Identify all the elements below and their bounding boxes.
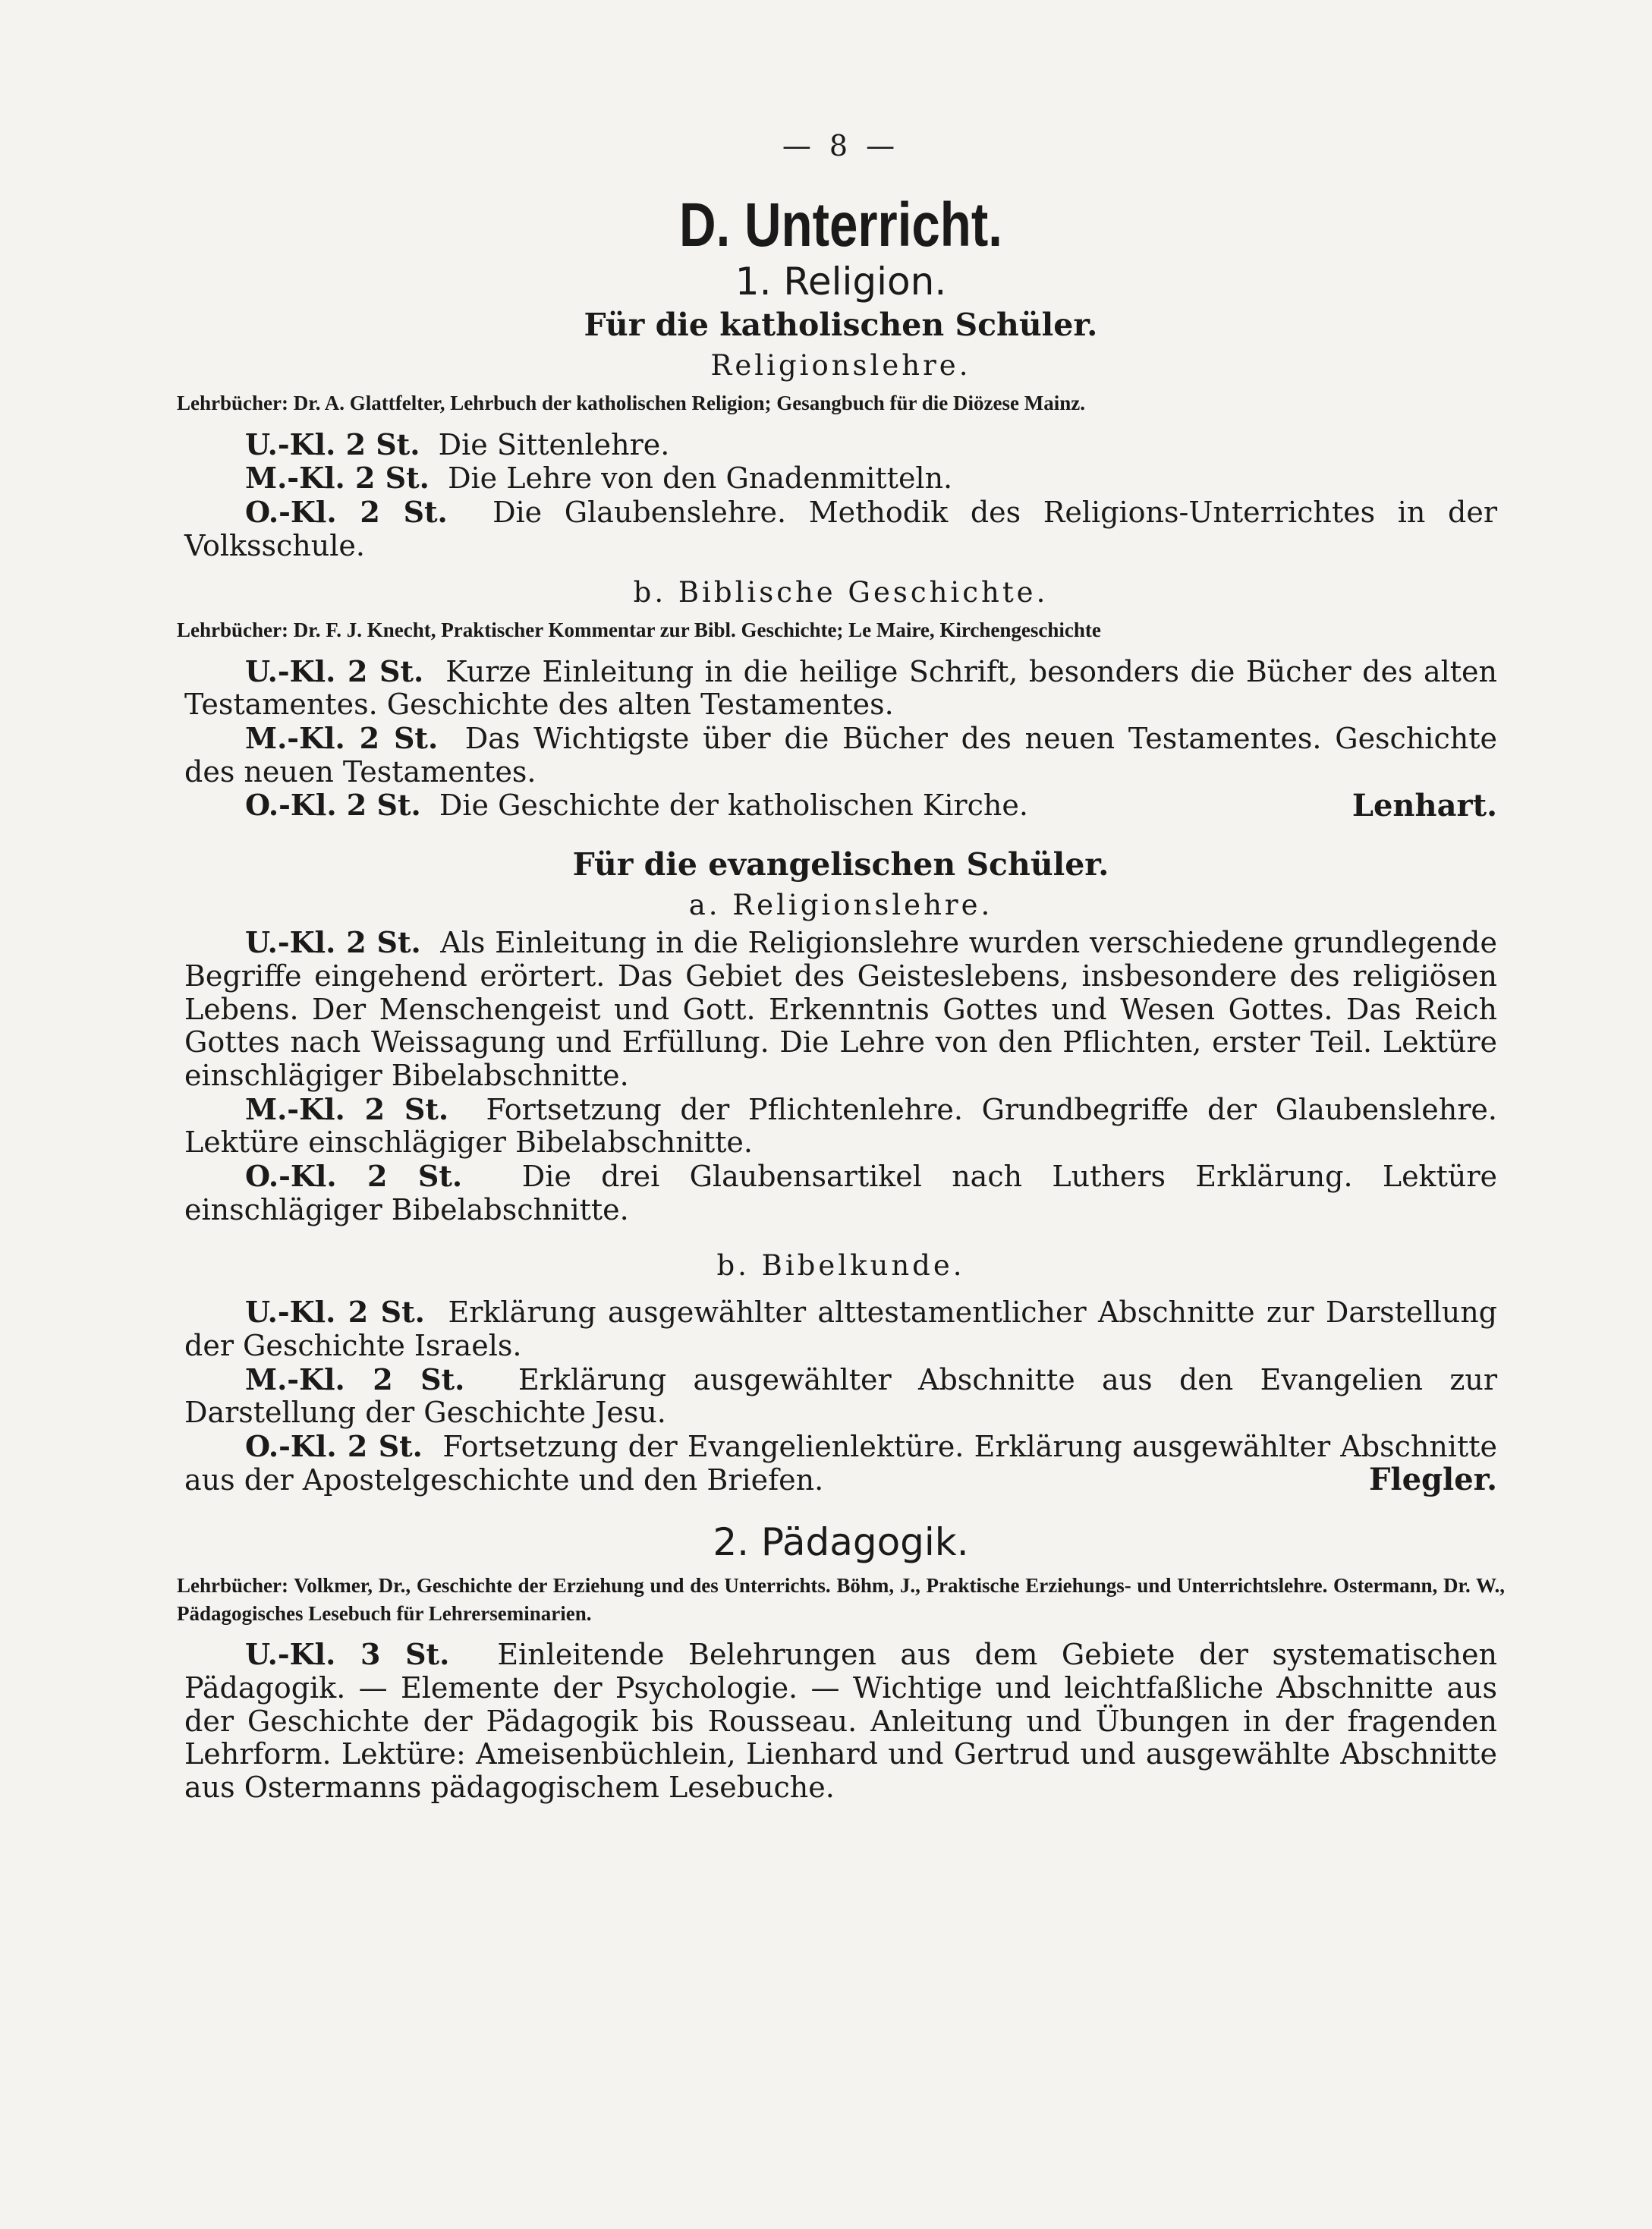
class-label: U.-Kl. 2 St. [245,427,420,461]
class-label: U.-Kl. 2 St. [245,1295,425,1330]
course-text: Einleitende Belehrungen aus dem Gebiete der systematischen Pädagogik. — Elemente der Psychologie. — Wichtige und leichtfaßliche Abschnitte aus der Geschichte der Pädagogik bis Rousseau. Anleitung und Übungen in der fragenden Lehrform. Lektüre: Ameisenbüchlein, Lienhard und Gertrud und ausgewählte Abschnitte aus Ostermanns pädagogischem Lesebuche. [184,1638,1497,1805]
course-entry [184,428,1497,462]
course-text: Als Einleitung in die Religionslehre wurden verschiedene grundlegende Begriffe eingehend erörtert. Das Gebiet des Geisteslebens, insbesondere des religiösen Lebens. Der Menschengeist und Gott. Erkenntnis Gottes und Wesen Gottes. Das Reich Gottes nach Weissagung und Erfüllung. Die Lehre von den Pflichten, erster Teil. Lektüre einschlägiger Bibelabschnitte. [184,926,1498,1092]
course-entry [184,655,1497,722]
course-text: Die Glaubenslehre. Methodik des Religions-Unterrichtes in der Volksschule. [184,495,1497,562]
course-entry [184,926,1497,1092]
chapter-title: D. Unterricht. [679,190,1002,260]
class-label: M.-Kl. 2 St. [245,721,439,756]
course-entry [184,496,1497,562]
catholic-textbooks-b: Lehrbücher: Dr. F. J. Knecht, Praktischer Kommentar zur Bibl. Geschichte; Le Maire, Kirchengeschichte [177,619,1101,642]
evangelical-subheading-a: a. Religionslehre. [688,889,993,922]
course-entry [184,1363,1497,1430]
class-label: U.-Kl. 3 St. [245,1637,450,1672]
class-label: O.-Kl. 2 St. [245,1429,423,1464]
course-text: Fortsetzung der Evangelienlektüre. Erklärung ausgewählter Abschnitte aus der Apostelgeschichte und den Briefen. [184,1430,1497,1497]
course-text: Die drei Glaubensartikel nach Luthers Erklärung. Lektüre einschlägiger Bibelabschnitte. [184,1159,1497,1226]
signature-evangelical: Flegler. [1369,1462,1497,1498]
course-text: Erklärung ausgewählter alttestamentlicher Abschnitte zur Darstellung der Geschichte Israels. [184,1296,1497,1363]
course-text: Kurze Einleitung in die heilige Schrift, besonders die Bücher des alten Testamentes. Geschichte des alten Testamentes. [184,654,1497,722]
class-label: M.-Kl. 2 St. [245,461,430,496]
course-text: Die Lehre von den Gnadenmitteln. [448,461,953,496]
signature-catholic: Lenhart. [1351,788,1497,824]
page-number: — 8 — [782,129,900,162]
catholic-heading: Für die katholischen Schüler. [584,307,1098,344]
class-label: U.-Kl. 2 St. [245,925,421,960]
course-entry [184,1093,1497,1160]
catholic-textbooks-a: Lehrbücher: Dr. A. Glattfelter, Lehrbuch der katholischen Religion; Gesangbuch für die Diözese Mainz. [177,392,1085,415]
class-label: O.-Kl. 2 St. [245,788,421,823]
catholic-subheading-a: Religionslehre. [710,349,971,383]
class-label: M.-Kl. 2 St. [245,1091,449,1126]
catholic-subheading-b: b. Biblische Geschichte. [633,576,1049,609]
course-entry [184,1638,1497,1804]
course-entry [184,1296,1497,1362]
course-text: Das Wichtigste über die Bücher des neuen Testamentes. Geschichte des neuen Testamentes. [184,722,1497,789]
evangelical-subheading-b: b. Bibelkunde. [716,1249,965,1283]
class-label: O.-Kl. 2 St. [245,1158,463,1193]
paedagogik-textbooks: Lehrbücher: Volkmer, Dr., Geschichte der Erziehung und des Unterrichts. Böhm, J., Praktische Erziehungs- und Unterrichtslehre. Ostermann, Dr. W., Pädagogisches Lesebuch für Lehrerseminarien. [177,1574,1505,1625]
document-page [177,129,1505,1805]
course-text: Erklärung ausgewählter Abschnitte aus den Evangelien zur Darstellung der Geschichte Jesu. [184,1362,1497,1430]
class-label: M.-Kl. 2 St. [245,1362,465,1396]
class-label: U.-Kl. 2 St. [245,653,424,688]
section-title-paedagogik: 2. Pädagogik. [713,1520,969,1565]
evangelical-heading: Für die evangelischen Schüler. [572,846,1109,883]
course-entry [184,722,1497,789]
section-title-religion: 1. Religion. [735,260,947,304]
course-text: Die Geschichte der katholischen Kirche. [439,789,1028,823]
class-label: O.-Kl. 2 St. [245,494,448,529]
course-entry [184,1160,1497,1226]
course-text: Fortsetzung der Pflichtenlehre. Grundbegriffe der Glaubenslehre. Lektüre einschlägiger Bibelabschnitte. [184,1092,1497,1160]
course-entry [184,461,1497,496]
course-text: Die Sittenlehre. [438,427,670,461]
